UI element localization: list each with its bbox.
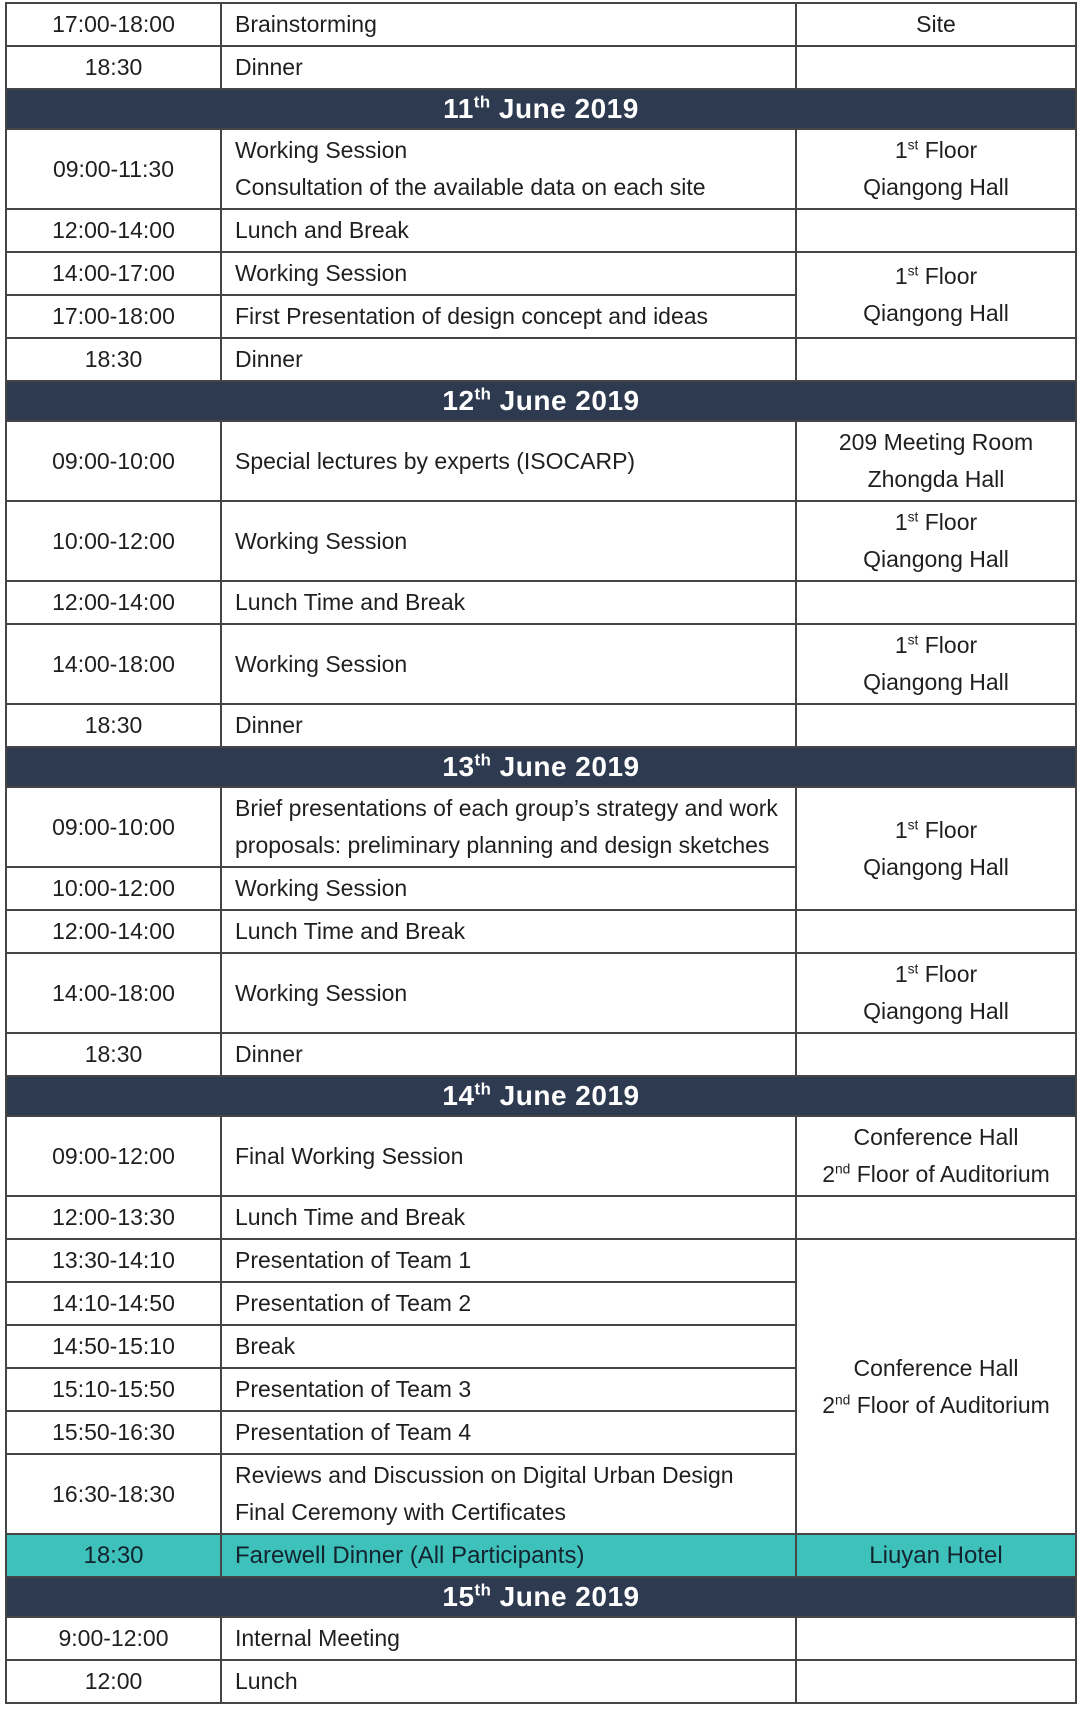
location-line: 1st Floor: [894, 509, 978, 535]
schedule-row: [6, 1617, 1076, 1660]
activity-line: First Presentation of design concept and ideas: [235, 303, 709, 329]
location-line: 2nd Floor of Auditorium: [822, 1161, 1050, 1187]
schedule-row: [6, 3, 1076, 46]
time-cell: 18:30: [6, 338, 221, 381]
ordinal-superscript: th: [474, 384, 492, 404]
location-line: Qiangong Hall: [863, 998, 1009, 1024]
activity-cell: [221, 1116, 796, 1196]
time-cell: 10:00-12:00: [6, 501, 221, 581]
activity-line: proposals: preliminary planning and design sketches: [235, 832, 770, 858]
day-header-row: [6, 747, 1076, 787]
ordinal-superscript: th: [474, 1079, 492, 1099]
highlight-row: [6, 1534, 1076, 1577]
location-cell: [796, 209, 1076, 252]
activity-cell: [221, 501, 796, 581]
location-cell: [796, 624, 1076, 704]
activity-line: Internal Meeting: [235, 1625, 400, 1651]
location-line: Zhongda Hall: [867, 466, 1005, 492]
time-cell: 12:00-14:00: [6, 581, 221, 624]
schedule-row: [6, 704, 1076, 747]
ordinal-superscript: th: [474, 1580, 492, 1600]
schedule-row: [6, 787, 1076, 867]
activity-cell: [221, 787, 796, 867]
location-cell: [796, 421, 1076, 501]
activity-cell: [221, 624, 796, 704]
location-line: Qiangong Hall: [863, 546, 1009, 572]
activity-line: Dinner: [235, 712, 303, 738]
day-header-label: 15th June 2019: [6, 1577, 1076, 1617]
time-cell: 18:30: [6, 1033, 221, 1076]
time-cell: 14:00-18:00: [6, 624, 221, 704]
activity-cell: [221, 421, 796, 501]
activity-line: Presentation of Team 2: [235, 1290, 472, 1316]
time-cell: 18:30: [6, 704, 221, 747]
time-cell: 09:00-12:00: [6, 1116, 221, 1196]
activity-line: Lunch and Break: [235, 217, 409, 243]
time-cell: 12:00-14:00: [6, 209, 221, 252]
ordinal-superscript: nd: [835, 1161, 851, 1177]
schedule-row: [6, 1033, 1076, 1076]
location-cell: [796, 1617, 1076, 1660]
activity-line: Lunch Time and Break: [235, 1204, 466, 1230]
location-cell: [796, 1660, 1076, 1703]
time-cell: 15:10-15:50: [6, 1368, 221, 1411]
time-cell: 10:00-12:00: [6, 867, 221, 910]
schedule-row: [6, 338, 1076, 381]
activity-line: Dinner: [235, 346, 303, 372]
activity-line: Presentation of Team 3: [235, 1376, 472, 1402]
ordinal-superscript: st: [907, 263, 919, 279]
activity-cell: [221, 252, 796, 295]
time-cell: 09:00-11:30: [6, 129, 221, 209]
activity-line: Lunch Time and Break: [235, 589, 466, 615]
schedule-row: [6, 46, 1076, 89]
location-line: Liuyan Hotel: [869, 1542, 1003, 1569]
day-header-label: 13th June 2019: [6, 747, 1076, 787]
location-cell: [796, 3, 1076, 46]
activity-cell: [221, 209, 796, 252]
location-line: Qiangong Hall: [863, 300, 1009, 326]
activity-line: Brief presentations of each group’s strategy and work: [235, 795, 778, 821]
time-cell: 14:50-15:10: [6, 1325, 221, 1368]
schedule-row: [6, 252, 1076, 295]
time-cell: 14:00-18:00: [6, 953, 221, 1033]
activity-cell: [221, 1368, 796, 1411]
location-line: Qiangong Hall: [863, 853, 1009, 880]
activity-cell: [221, 338, 796, 381]
time-cell: 14:00-17:00: [6, 252, 221, 295]
location-line: 1st Floor: [894, 961, 978, 987]
schedule-row: [6, 1660, 1076, 1703]
activity-cell: [221, 1196, 796, 1239]
time-cell: 18:30: [6, 46, 221, 89]
ordinal-superscript: nd: [835, 1391, 851, 1407]
ordinal-superscript: th: [473, 92, 491, 112]
ordinal-superscript: st: [907, 632, 919, 648]
ordinal-superscript: th: [474, 750, 492, 770]
time-cell: 16:30-18:30: [6, 1454, 221, 1534]
ordinal-superscript: st: [907, 509, 919, 525]
time-cell: 12:00-14:00: [6, 910, 221, 953]
day-header-label: 14th June 2019: [6, 1076, 1076, 1116]
activity-line: Final Ceremony with Certificates: [235, 1499, 567, 1525]
activity-line: Break: [235, 1333, 296, 1359]
day-header-label: 12th June 2019: [6, 381, 1076, 421]
activity-line: Working Session: [235, 650, 408, 677]
location-cell: [796, 581, 1076, 624]
time-cell: 17:00-18:00: [6, 3, 221, 46]
location-line: Site: [916, 11, 956, 37]
time-cell: 18:30: [6, 1534, 221, 1577]
location-cell: [796, 1033, 1076, 1076]
activity-cell: [221, 1660, 796, 1703]
location-cell: [796, 252, 1076, 338]
time-cell: 12:00: [6, 1660, 221, 1703]
schedule-row: [6, 209, 1076, 252]
activity-line: Final Working Session: [235, 1142, 464, 1169]
activity-cell: [221, 3, 796, 46]
location-line: Conference Hall: [853, 1354, 1019, 1381]
location-cell: [796, 1116, 1076, 1196]
schedule-table-body: [6, 3, 1076, 1703]
time-cell: 9:00-12:00: [6, 1617, 221, 1660]
activity-line: Brainstorming: [235, 11, 377, 37]
activity-line: Consultation of the available data on each site: [235, 174, 706, 200]
activity-line: Working Session: [235, 260, 408, 286]
location-line: 209 Meeting Room: [838, 429, 1034, 455]
location-cell: [796, 787, 1076, 910]
location-cell: [796, 1196, 1076, 1239]
day-header-row: [6, 1577, 1076, 1617]
activity-cell: [221, 1411, 796, 1454]
location-line: Qiangong Hall: [863, 669, 1009, 695]
location-cell: [796, 129, 1076, 209]
schedule-row: [6, 1196, 1076, 1239]
activity-cell: [221, 910, 796, 953]
location-cell: [796, 501, 1076, 581]
time-cell: 12:00-13:30: [6, 1196, 221, 1239]
time-cell: 14:10-14:50: [6, 1282, 221, 1325]
activity-line: Dinner: [235, 1041, 303, 1067]
location-line: 1st Floor: [894, 137, 978, 163]
schedule-row: [6, 129, 1076, 209]
activity-line: Farewell Dinner (All Participants): [235, 1542, 585, 1569]
location-cell: [796, 1534, 1076, 1577]
activity-line: Lunch Time and Break: [235, 918, 466, 944]
schedule-table: [5, 2, 1077, 1704]
ordinal-superscript: st: [907, 816, 919, 832]
schedule-row: [6, 910, 1076, 953]
activity-cell: [221, 1534, 796, 1577]
activity-line: Special lectures by experts (ISOCARP): [235, 447, 636, 474]
activity-cell: [221, 129, 796, 209]
location-line: 1st Floor: [894, 632, 978, 658]
activity-cell: [221, 1282, 796, 1325]
activity-line: Dinner: [235, 54, 303, 80]
activity-line: Reviews and Discussion on Digital Urban Design: [235, 1462, 734, 1488]
day-header-label: 11th June 2019: [6, 89, 1076, 129]
activity-cell: [221, 46, 796, 89]
time-cell: 17:00-18:00: [6, 295, 221, 338]
time-cell: 13:30-14:10: [6, 1239, 221, 1282]
activity-line: Presentation of Team 4: [235, 1419, 472, 1445]
location-cell: [796, 1239, 1076, 1534]
activity-cell: [221, 953, 796, 1033]
activity-cell: [221, 295, 796, 338]
activity-cell: [221, 1033, 796, 1076]
activity-line: Presentation of Team 1: [235, 1247, 472, 1273]
ordinal-superscript: st: [907, 137, 919, 153]
location-line: 1st Floor: [894, 263, 978, 289]
location-cell: [796, 46, 1076, 89]
location-cell: [796, 910, 1076, 953]
time-cell: 09:00-10:00: [6, 787, 221, 867]
activity-cell: [221, 1617, 796, 1660]
location-line: Conference Hall: [853, 1124, 1019, 1150]
schedule-row: [6, 624, 1076, 704]
location-line: 1st Floor: [894, 816, 978, 843]
activity-cell: [221, 1239, 796, 1282]
location-cell: [796, 704, 1076, 747]
schedule-row: [6, 1116, 1076, 1196]
day-header-row: [6, 381, 1076, 421]
activity-cell: [221, 581, 796, 624]
schedule-row: [6, 1239, 1076, 1282]
schedule-row: [6, 953, 1076, 1033]
activity-cell: [221, 704, 796, 747]
schedule-row: [6, 501, 1076, 581]
activity-cell: [221, 1325, 796, 1368]
activity-cell: [221, 867, 796, 910]
location-line: 2nd Floor of Auditorium: [822, 1391, 1050, 1418]
activity-line: Lunch: [235, 1668, 298, 1694]
activity-cell: [221, 1454, 796, 1534]
activity-line: Working Session: [235, 875, 408, 901]
activity-line: Working Session: [235, 137, 408, 163]
activity-line: Working Session: [235, 979, 408, 1006]
day-header-row: [6, 89, 1076, 129]
time-cell: 09:00-10:00: [6, 421, 221, 501]
location-line: Qiangong Hall: [863, 174, 1009, 200]
location-cell: [796, 338, 1076, 381]
schedule-row: [6, 421, 1076, 501]
activity-line: Working Session: [235, 527, 408, 554]
day-header-row: [6, 1076, 1076, 1116]
time-cell: 15:50-16:30: [6, 1411, 221, 1454]
schedule-row: [6, 581, 1076, 624]
location-cell: [796, 953, 1076, 1033]
ordinal-superscript: st: [907, 961, 919, 977]
